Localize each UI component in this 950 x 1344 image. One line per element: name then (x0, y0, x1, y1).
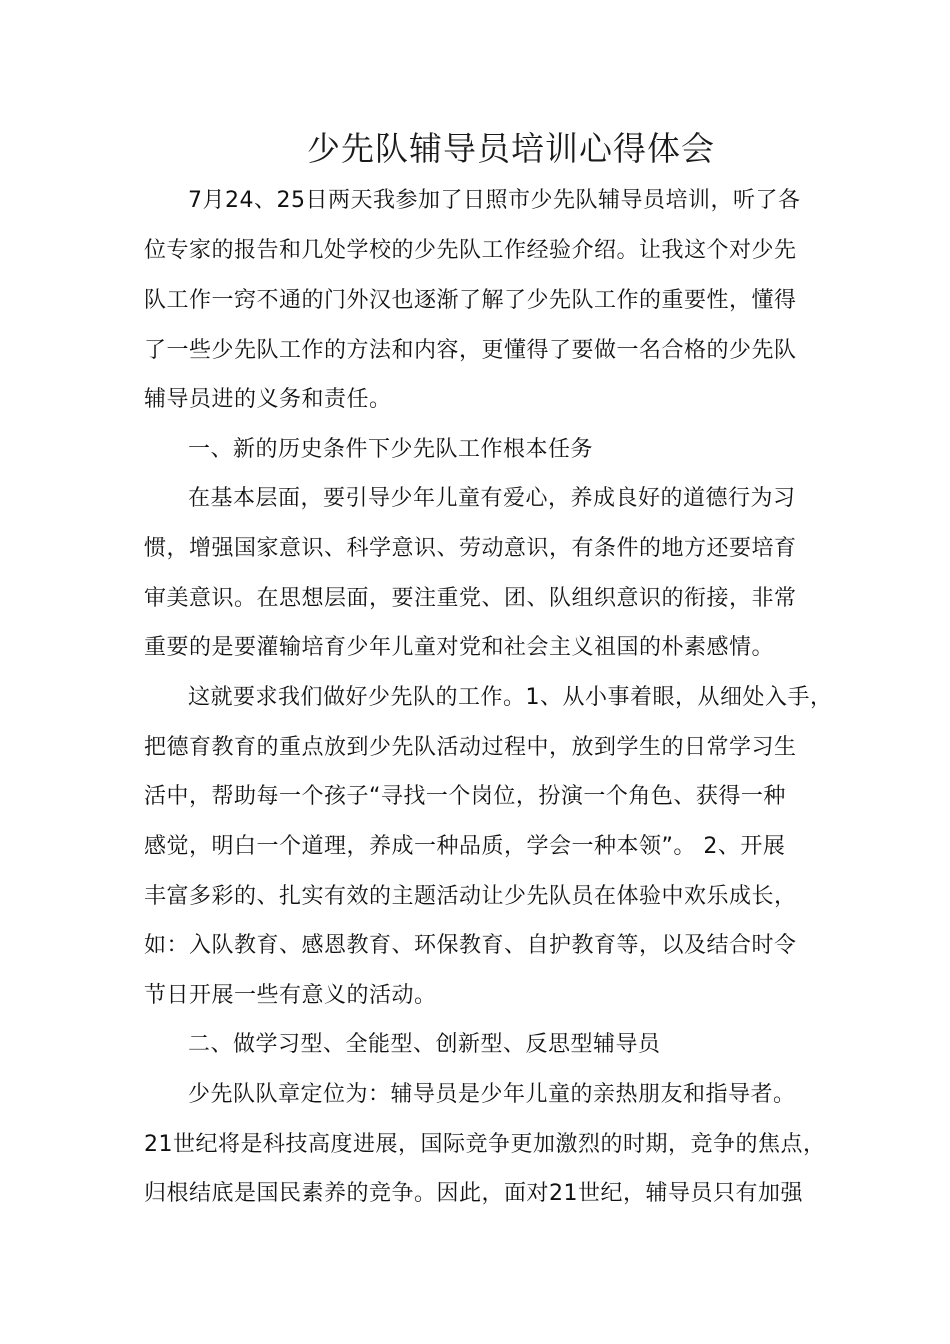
paragraph-line: 了一些少先队工作的方法和内容，更懂得了要做一名合格的少先队 (144, 338, 797, 363)
paragraph-line: 队工作一窍不通的门外汉也逐渐了解了少先队工作的重要性，懂得 (144, 288, 797, 313)
paragraph-line: 位专家的报告和几处学校的少先队工作经验介绍。让我这个对少先 (144, 238, 797, 263)
paragraph-line: 把德育教育的重点放到少先队活动过程中，放到学生的日常学习生 (144, 735, 797, 760)
paragraph-line: 活中，帮助每一个孩子“寻找一个岗位，扮演一个角色、获得一种 (144, 784, 786, 809)
paragraph-line: 在基本层面，要引导少年儿童有爱心，养成良好的道德行为习 (188, 486, 796, 511)
paragraph-line: 归根结底是国民素养的竞争。因此，面对21世纪，辅导员只有加强 (144, 1181, 803, 1206)
paragraph-line: 惯，增强国家意识、科学意识、劳动意识，有条件的地方还要培育 (144, 536, 797, 561)
paragraph-line: 21世纪将是科技高度进展，国际竞争更加激烈的时期，竞争的焦点， (144, 1132, 826, 1157)
paragraph-line: 辅导员进的义务和责任。 (144, 387, 392, 412)
paragraph-line: 如：入队教育、感恩教育、环保教育、自护教育等，以及结合时令 (144, 933, 797, 958)
section-heading: 二、做学习型、全能型、创新型、反思型辅导员 (188, 1032, 661, 1057)
document-title: 少先队辅导员培训心得体会 (307, 129, 715, 168)
paragraph-line: 丰富多彩的、扎实有效的主题活动让少先队员在体验中欢乐成长， (144, 884, 797, 909)
section-heading: 一、新的历史条件下少先队工作根本任务 (188, 437, 594, 462)
paragraph-line: 少先队队章定位为：辅导员是少年儿童的亲热朋友和指导者。 (188, 1082, 796, 1107)
paragraph-line: 这就要求我们做好少先队的工作。1、从小事着眼，从细处入手， (188, 685, 833, 710)
paragraph-line: 感觉，明白一个道理，养成一种品质，学会一种本领”。 2、开展 (144, 834, 786, 859)
paragraph-line: 7月24、25日两天我参加了日照市少先队辅导员培训，听了各 (188, 188, 801, 213)
paragraph-line: 审美意识。在思想层面，要注重党、团、队组织意识的衔接，非常 (144, 586, 797, 611)
paragraph-line: 重要的是要灌输培育少年儿童对党和社会主义祖国的朴素感情。 (144, 635, 775, 660)
paragraph-line: 节日开展一些有意义的活动。 (144, 983, 437, 1008)
